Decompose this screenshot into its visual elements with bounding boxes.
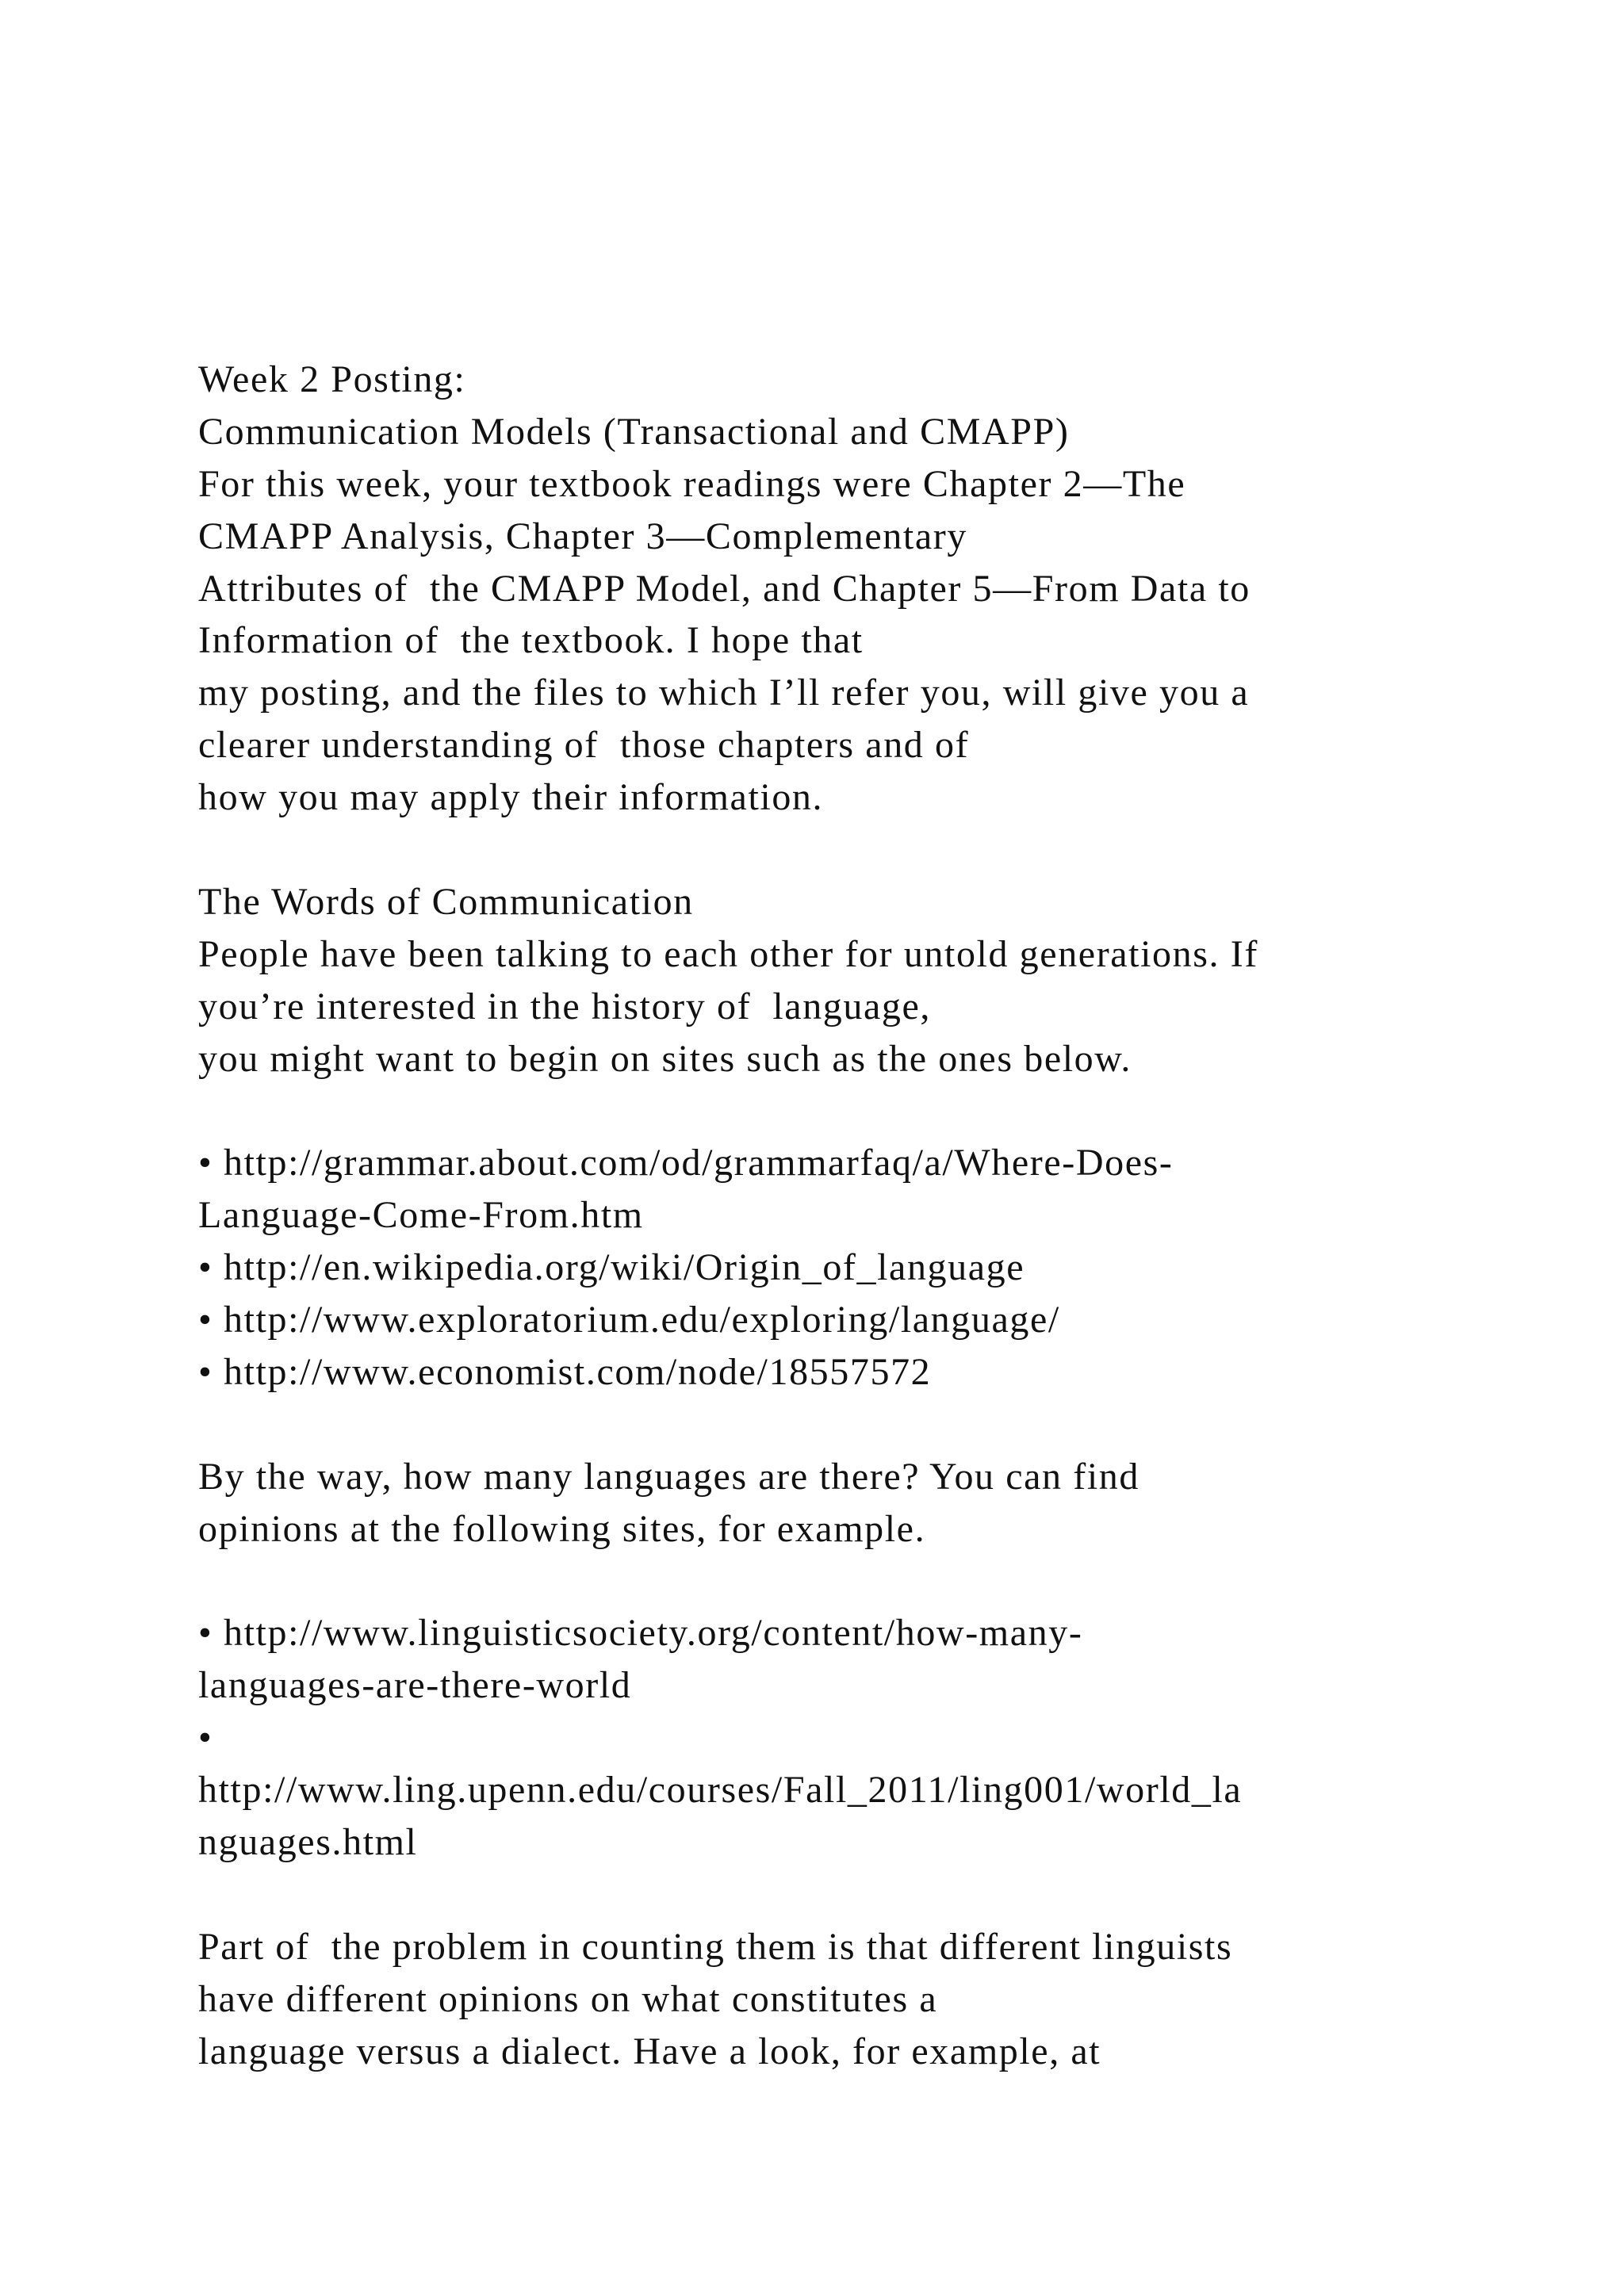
text-line: Attributes of the CMAPP Model, and Chapter 5—From Data to [198, 567, 1251, 610]
text-line: have different opinions on what constitutes a [198, 1977, 938, 2020]
link-line: • http://grammar.about.com/od/grammarfaq/a/Where-Does- [198, 1142, 1174, 1184]
text-line: By the way, how many languages are there? You can find [198, 1455, 1139, 1498]
blank-line [198, 1869, 1507, 1921]
link-line: • http://www.exploratorium.edu/exploring/language/ [198, 1299, 1060, 1341]
link-line: • http://www.economist.com/node/18557572 [198, 1350, 932, 1393]
section-heading: The Words of Communication [198, 880, 694, 923]
link-line: Language-Come-From.htm [198, 1194, 644, 1237]
text-line: you might want to begin on sites such as the ones below. [198, 1037, 1132, 1080]
bullet-line: • [198, 1716, 213, 1759]
text-line: language versus a dialect. Have a look, for example, at [198, 2030, 1101, 2072]
link-line: • http://www.linguisticsociety.org/content/how-many- [198, 1612, 1083, 1655]
text-line: For this week, your textbook readings were Chapter 2—The [198, 462, 1186, 505]
blank-line [198, 1555, 1507, 1607]
text-line: People have been talking to each other for untold generations. If [198, 932, 1258, 975]
blank-line [198, 1399, 1507, 1451]
text-line: Week 2 Posting: [198, 358, 466, 400]
link-line: • http://en.wikipedia.org/wiki/Origin_of_language [198, 1246, 1025, 1289]
link-line: languages-are-there-world [198, 1664, 632, 1707]
link-line: nguages.html [198, 1820, 418, 1863]
text-line: how you may apply their information. [198, 776, 824, 819]
link-line: http://www.ling.upenn.edu/courses/Fall_2011/ling001/world_la [198, 1769, 1243, 1812]
text-line: my posting, and the files to which I’ll refer you, will give you a [198, 672, 1250, 714]
document-page [198, 354, 1507, 2077]
text-line: Information of the textbook. I hope that [198, 619, 864, 662]
text-line: clearer understanding of those chapters and of [198, 724, 970, 767]
blank-line [198, 824, 1507, 876]
text-line: you’re interested in the history of language, [198, 985, 932, 1027]
text-line: Communication Models (Transactional and CMAPP) [198, 410, 1070, 453]
text-line: opinions at the following sites, for example. [198, 1507, 926, 1550]
text-line: CMAPP Analysis, Chapter 3—Complementary [198, 515, 967, 557]
text-line: Part of the problem in counting them is that different linguists [198, 1925, 1233, 1968]
blank-line [198, 1085, 1507, 1137]
